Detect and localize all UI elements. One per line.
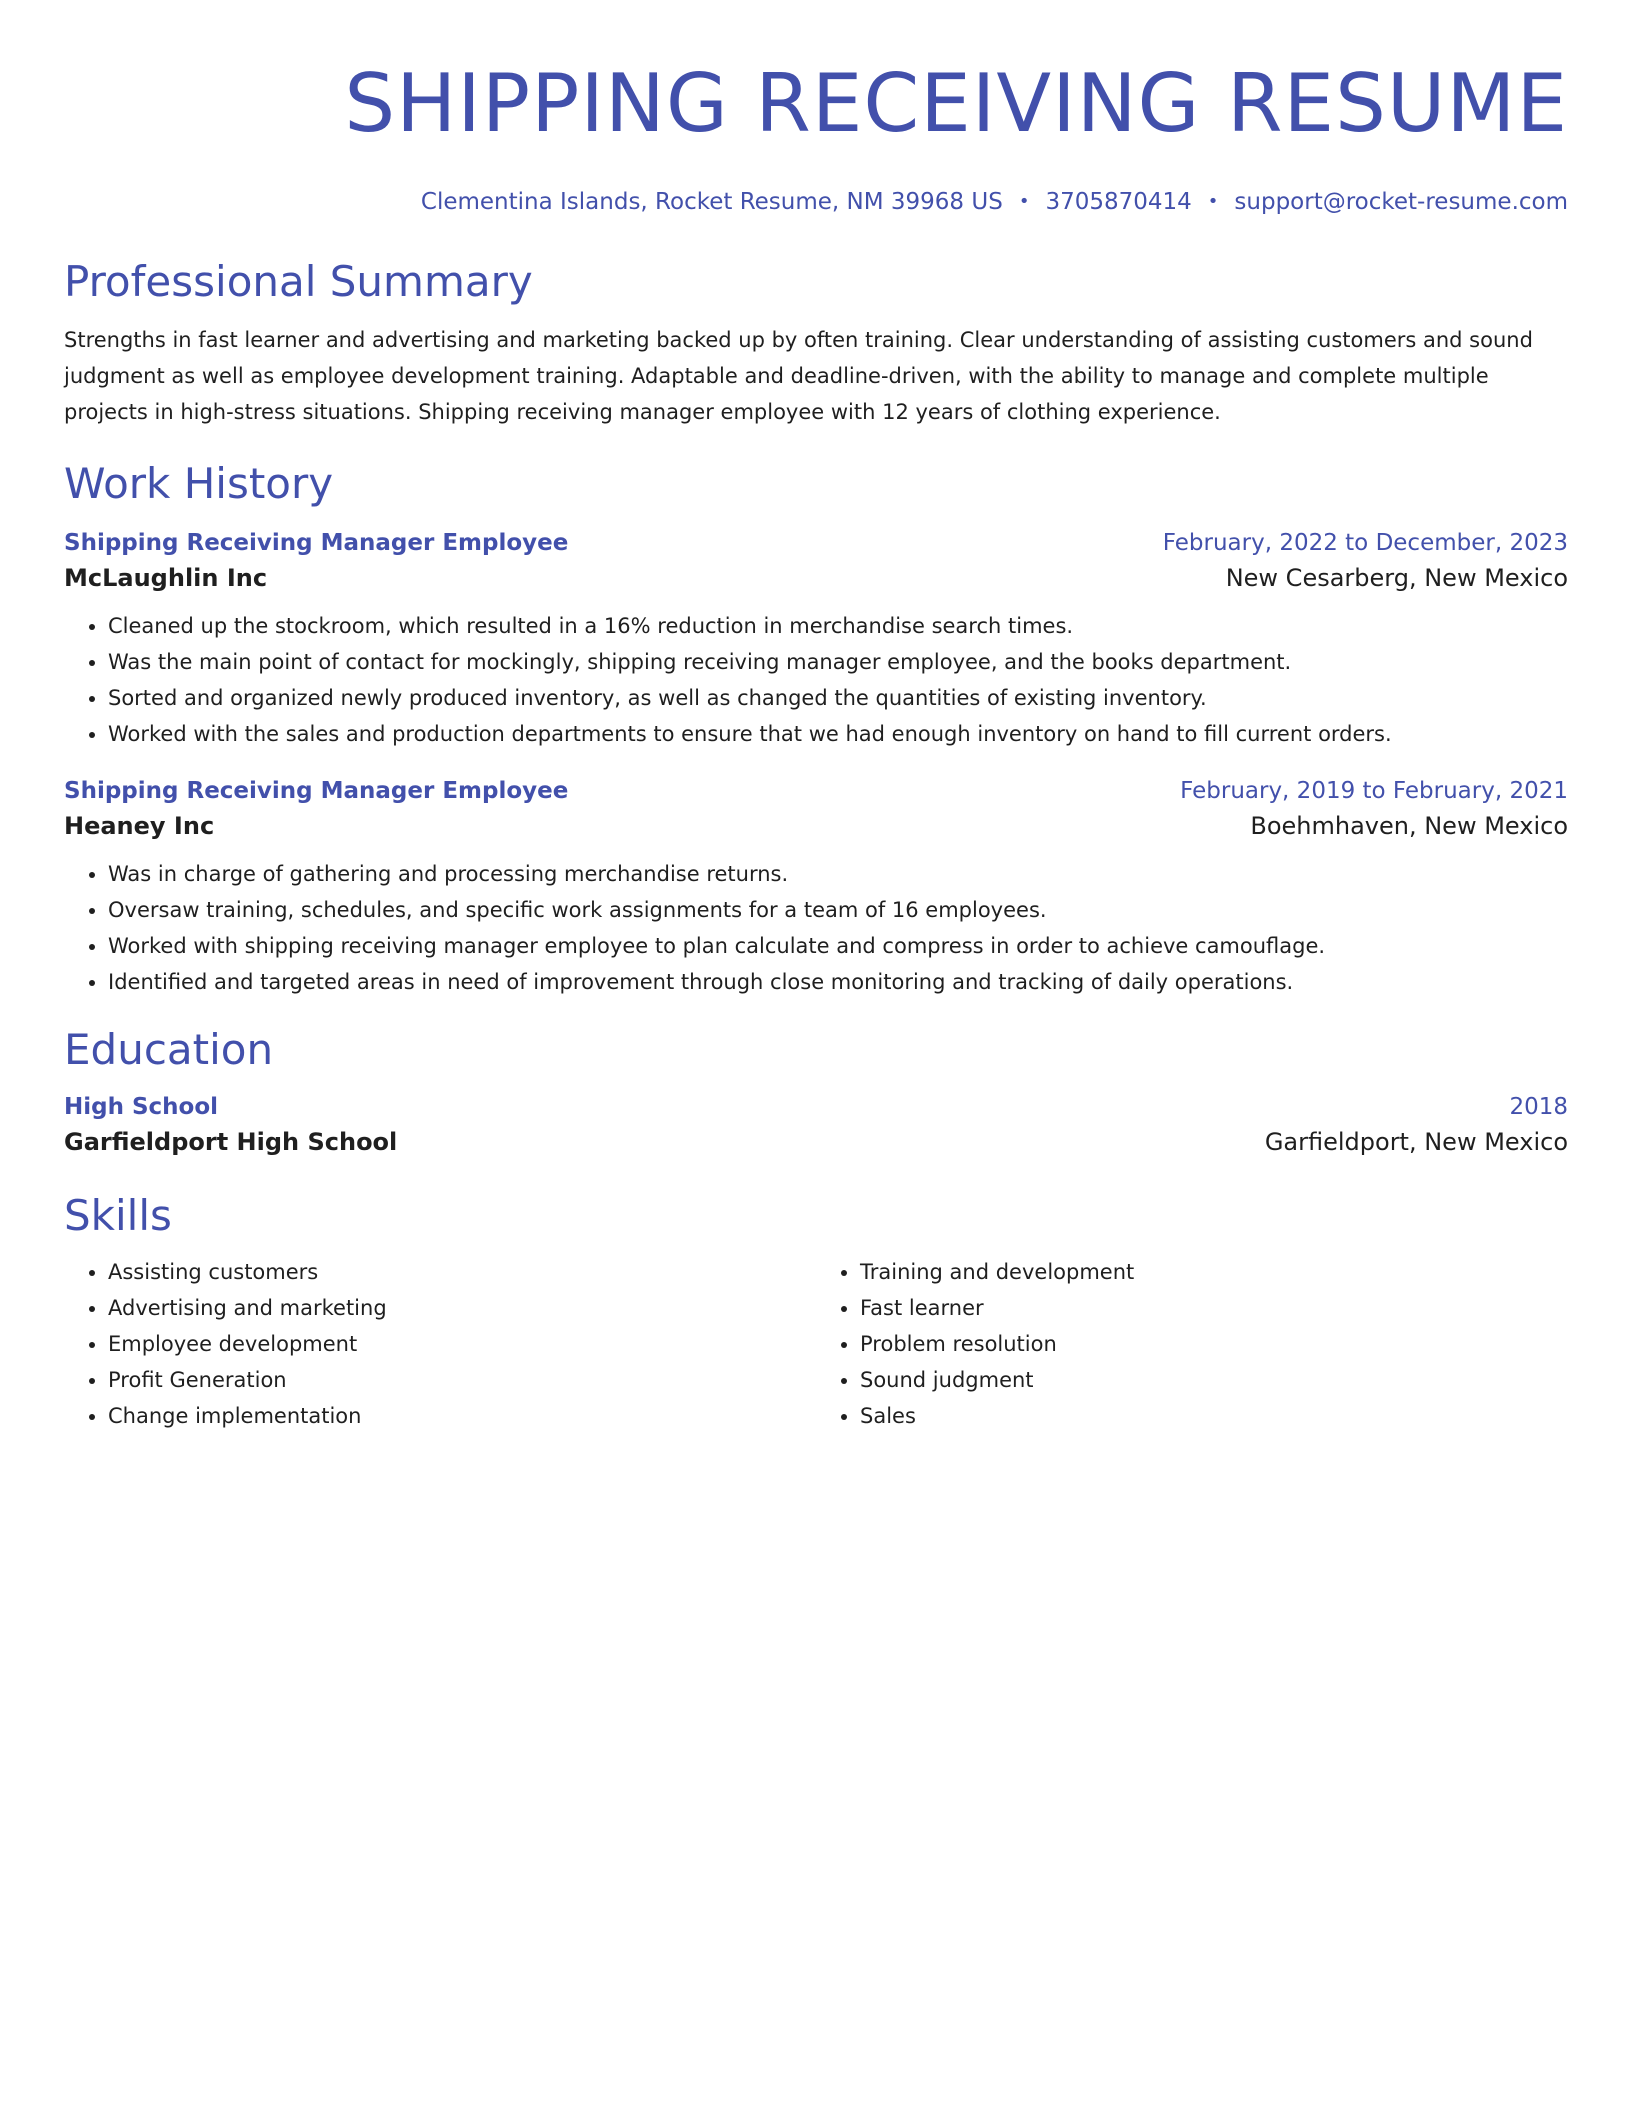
skill-item: • Assisting customers bbox=[108, 1254, 816, 1290]
education-entry bbox=[64, 1090, 1568, 1160]
skill-item: • Sales bbox=[860, 1398, 1568, 1434]
job-location: New Cesarberg, New Mexico bbox=[1225, 564, 1568, 592]
education-degree: High School bbox=[64, 1094, 219, 1120]
skills-columns bbox=[64, 1254, 1568, 1434]
contact-separator: • bbox=[1018, 191, 1030, 212]
contact-email[interactable]: support@rocket-resume.com bbox=[1234, 189, 1568, 215]
job-bullet: • Worked with the sales and production departments to ensure that we had enough inventory on hand to fill current orders. bbox=[108, 716, 1568, 752]
education-year: 2018 bbox=[1509, 1094, 1568, 1120]
skill-item: • Problem resolution bbox=[860, 1326, 1568, 1362]
skill-item: • Fast learner bbox=[860, 1290, 1568, 1326]
job-location: Boehmhaven, New Mexico bbox=[1250, 812, 1568, 840]
job-entry bbox=[64, 774, 1568, 1000]
education-header-row bbox=[64, 1090, 1568, 1124]
education-school-row bbox=[64, 1124, 1568, 1160]
job-dates: February, 2022 to December, 2023 bbox=[1162, 530, 1568, 556]
job-bullet-list bbox=[64, 856, 1568, 1000]
skill-item: • Advertising and marketing bbox=[108, 1290, 816, 1326]
skills-heading: Skills bbox=[64, 1191, 172, 1240]
summary-heading: Professional Summary bbox=[64, 257, 533, 306]
resume-name: SHIPPING RECEIVING RESUME bbox=[344, 57, 1568, 150]
job-bullet-list bbox=[64, 608, 1568, 752]
skill-item: • Employee development bbox=[108, 1326, 816, 1362]
job-company: McLaughlin Inc bbox=[64, 564, 268, 592]
job-bullet: • Was in charge of gathering and processing merchandise returns. bbox=[108, 856, 1568, 892]
skill-item: • Profit Generation bbox=[108, 1362, 816, 1398]
job-title: Shipping Receiving Manager Employee bbox=[64, 530, 569, 556]
job-dates: February, 2019 to February, 2021 bbox=[1180, 778, 1568, 804]
work-history-heading: Work History bbox=[64, 459, 334, 508]
skill-item: • Change implementation bbox=[108, 1398, 816, 1434]
summary-text: Strengths in fast learner and advertising and marketing backed up by often training. Clear understanding of assisting customers and sound judgment as well as employee development training. Adaptable and deadline-driven, with the ability to manage and complete multiple projects in high-stress situations. Shipping receiving manager employee with 12 years of clothing experience. bbox=[64, 328, 1533, 424]
job-company: Heaney Inc bbox=[64, 812, 215, 840]
education-heading: Education bbox=[64, 1025, 274, 1074]
education-school: Garfieldport High School bbox=[64, 1128, 398, 1156]
contact-separator: • bbox=[1207, 191, 1219, 212]
job-bullet: • Oversaw training, schedules, and specific work assignments for a team of 16 employees. bbox=[108, 892, 1568, 928]
job-bullet: • Sorted and organized newly produced inventory, as well as changed the quantities of existing inventory. bbox=[108, 680, 1568, 716]
contact-line bbox=[64, 186, 1568, 218]
job-bullet: • Identified and targeted areas in need of improvement through close monitoring and tracking of daily operations. bbox=[108, 964, 1568, 1000]
job-header-row bbox=[64, 774, 1568, 808]
job-company-row bbox=[64, 560, 1568, 596]
job-title: Shipping Receiving Manager Employee bbox=[64, 778, 569, 804]
skills-list-right bbox=[816, 1254, 1568, 1434]
job-bullet: • Was the main point of contact for mockingly, shipping receiving manager employee, and the books department. bbox=[108, 644, 1568, 680]
skill-item: • Sound judgment bbox=[860, 1362, 1568, 1398]
skill-item: • Training and development bbox=[860, 1254, 1568, 1290]
job-company-row bbox=[64, 808, 1568, 844]
job-bullet: • Worked with shipping receiving manager employee to plan calculate and compress in order to achieve camouflage. bbox=[108, 928, 1568, 964]
skills-list-left bbox=[64, 1254, 816, 1434]
job-entry bbox=[64, 526, 1568, 752]
job-bullet: • Cleaned up the stockroom, which resulted in a 16% reduction in merchandise search times. bbox=[108, 608, 1568, 644]
contact-phone: 3705870414 bbox=[1045, 189, 1192, 215]
contact-address: Clementina Islands, Rocket Resume, NM 39968 US bbox=[420, 189, 1003, 215]
education-location: Garfieldport, New Mexico bbox=[1264, 1128, 1568, 1156]
job-header-row bbox=[64, 526, 1568, 560]
